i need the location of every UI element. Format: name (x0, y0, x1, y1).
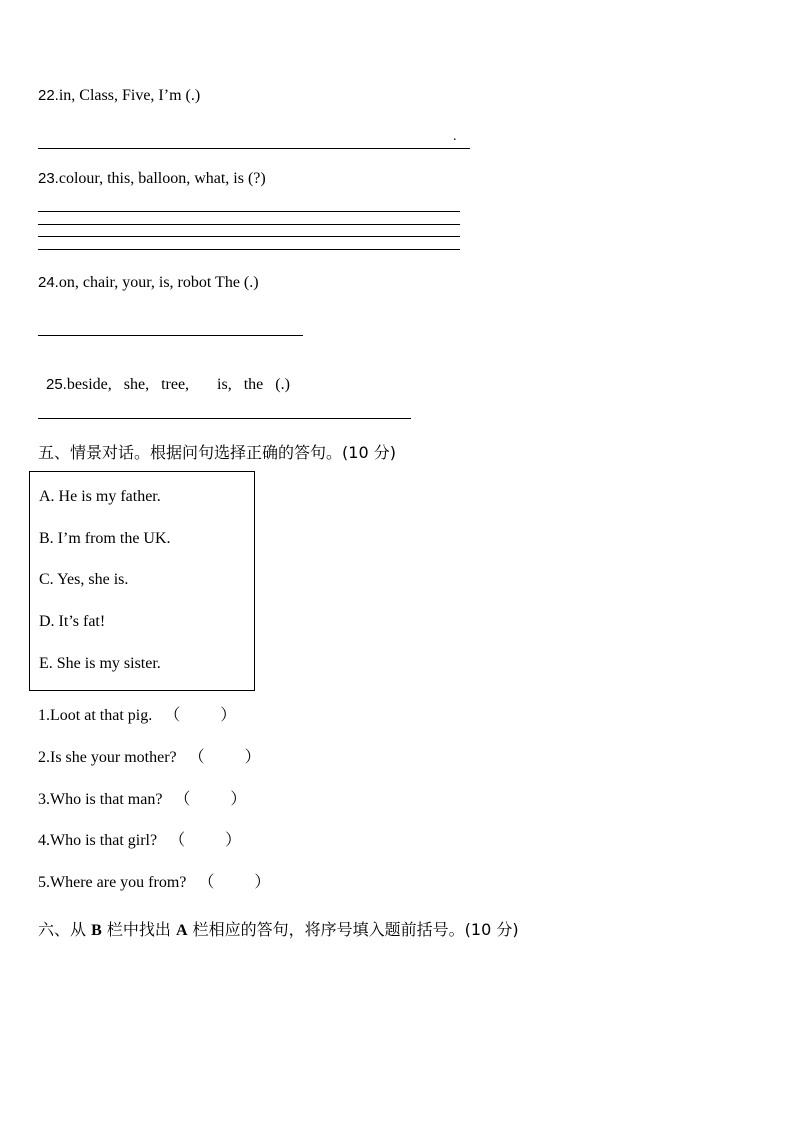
column-b-letter: B (91, 922, 102, 939)
option-c: C. Yes, she is. (39, 571, 129, 588)
question-23 (38, 170, 266, 188)
answer-line[interactable] (38, 335, 303, 336)
question-number: 23. (38, 170, 59, 187)
answer-line[interactable] (38, 418, 411, 419)
question-text: in, Class, Five, I’m (.) (58, 87, 201, 104)
answer-blank[interactable]: （ ） (188, 749, 261, 766)
score-note: (10 分) (342, 443, 396, 462)
question-text: 1.Loot at that pig. (38, 707, 153, 724)
answer-line[interactable] (38, 211, 460, 212)
question-text: beside, she, tree, is, the (.) (66, 376, 290, 393)
question-number: 24. (38, 274, 59, 291)
answer-line[interactable] (38, 224, 460, 225)
options-box (29, 471, 255, 691)
option-d: D. It’s fat! (39, 613, 106, 630)
column-a-letter: A (175, 922, 188, 939)
option-b: B. I’m from the UK. (39, 530, 171, 547)
section-6-heading (38, 917, 519, 940)
heading-part: 六、从 (38, 920, 87, 939)
section-5-heading (38, 440, 396, 463)
period-mark: . (453, 129, 457, 144)
answer-line[interactable] (38, 148, 470, 149)
dialogue-question-3 (38, 786, 246, 809)
heading-part: 栏相应的答句，将序号填入题前括号。 (192, 920, 465, 939)
question-22 (38, 87, 200, 105)
question-text: 2.Is she your mother? (38, 749, 177, 766)
dialogue-question-2 (38, 744, 261, 767)
dialogue-question-5 (38, 869, 270, 892)
question-text: 4.Who is that girl? (38, 832, 158, 849)
question-number: 25. (46, 376, 67, 393)
answer-line[interactable] (38, 249, 460, 250)
option-e: E. She is my sister. (39, 655, 161, 672)
answer-blank[interactable]: （ ） (164, 707, 237, 724)
question-text: colour, this, balloon, what, is (?) (58, 170, 266, 187)
score-note: (10 分) (464, 920, 519, 939)
heading-text: 五、情景对话。根据问句选择正确的答句。 (38, 443, 343, 462)
option-a: A. He is my father. (39, 488, 161, 505)
question-number: 22. (38, 87, 59, 104)
question-24 (38, 274, 259, 292)
question-text: on, chair, your, is, robot The (.) (58, 274, 259, 291)
question-text: 3.Who is that man? (38, 791, 163, 808)
answer-blank[interactable]: （ ） (169, 832, 242, 849)
dialogue-question-4 (38, 827, 241, 850)
dialogue-question-1 (38, 702, 236, 725)
answer-line[interactable] (38, 236, 460, 237)
question-text: 5.Where are you from? (38, 874, 187, 891)
answer-blank[interactable]: （ ） (198, 874, 271, 891)
question-25 (38, 358, 290, 394)
answer-blank[interactable]: （ ） (174, 791, 247, 808)
heading-part: 栏中找出 (106, 920, 171, 939)
